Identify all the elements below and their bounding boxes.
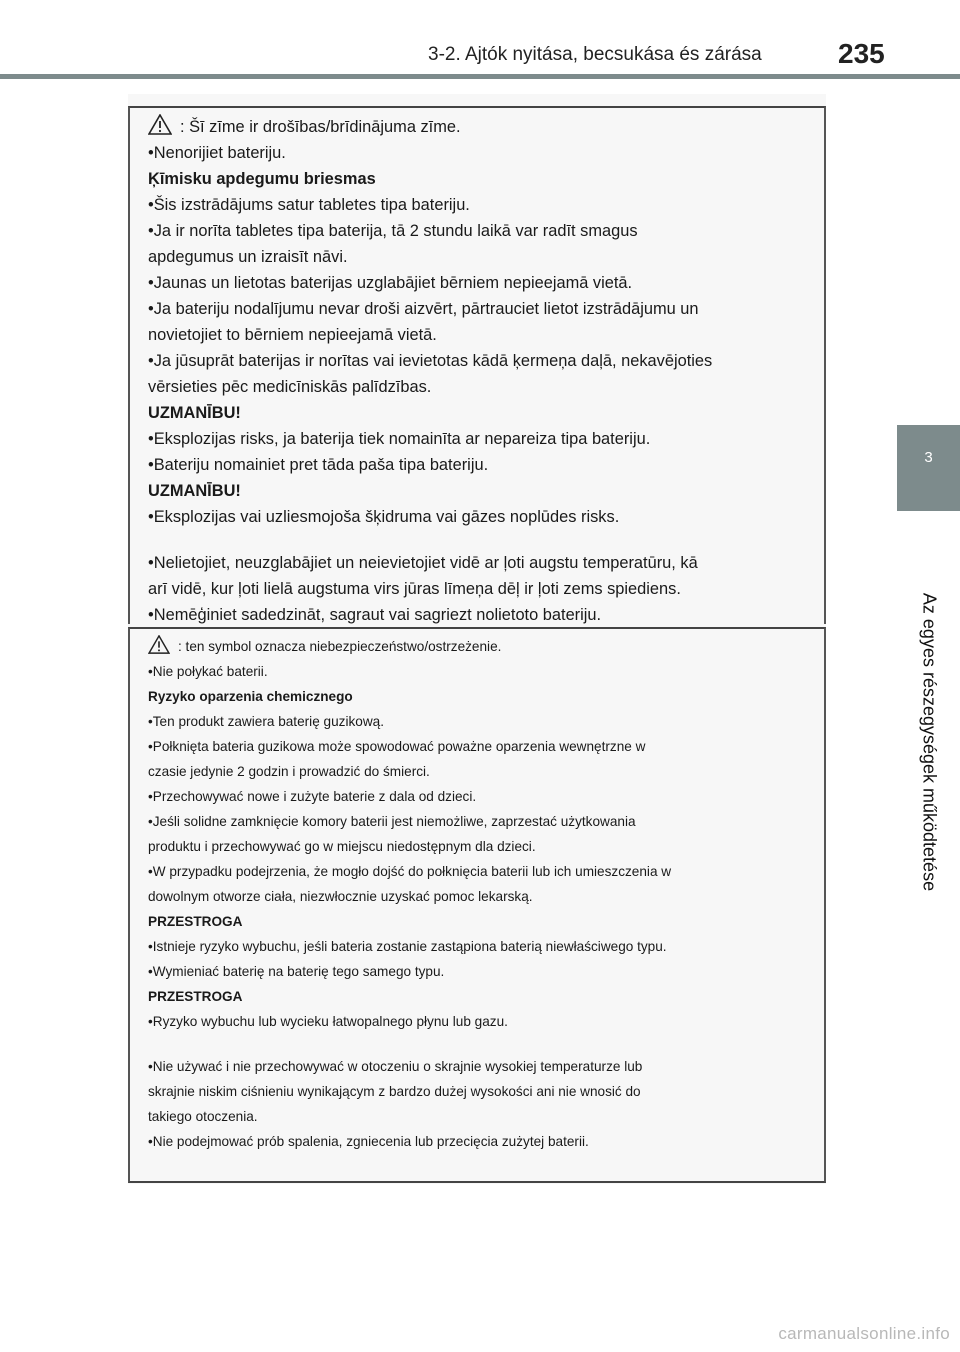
text-line: apdegumus un izraisīt nāvi. [148,248,348,266]
section-heading: PRZESTROGA [148,914,243,929]
text-line: •Nie używać i nie przechowywać w otoczeniu o skrajnie wysokiej temperaturze lub [148,1059,643,1074]
text-line: skrajnie niskim ciśnieniu wynikającym z bardzo dużej wysokości ani nie wnosić do [148,1084,641,1099]
text-line: •Šis izstrādājums satur tabletes tipa bateriju. [148,196,470,214]
latvian-symbol-text: : Šī zīme ir drošības/brīdinājuma zīme. [180,118,461,136]
spacer [148,532,814,552]
watermark-logo: carmanualsonline.info [778,1324,950,1343]
chapter-number: 3 [924,449,933,466]
section-heading: UZMANĪBU! [148,404,241,422]
warning-triangle-icon [148,635,170,654]
text-line: •Eksplozijas vai uzliesmojoša šķidruma vai gāzes noplūdes risks. [148,508,620,526]
spacer [148,1038,814,1058]
text-line: •Nie podejmować prób spalenia, zgniecenia lub przecięcia zużytej baterii. [148,1134,589,1149]
text-line: •Ja ir norīta tabletes tipa baterija, tā 2 stundu laikā var radīt smagus [148,222,638,240]
polish-symbol-line [148,635,814,657]
text-line: •Jeśli solidne zamknięcie komory baterii jest niemożliwe, zaprzestać użytkowania [148,814,636,829]
text-line: •Nemēģiniet sadedzināt, sagraut vai sagriezt nolietoto bateriju. [148,606,602,624]
text-line: •Ryzyko wybuchu lub wycieku łatwopalnego płynu lub gazu. [148,1014,508,1029]
warning-triangle-icon [148,114,172,135]
text-line: arī vidē, kur ļoti lielā augstuma virs jūras līmeņa dēļ ir ļoti zems spiediens. [148,580,681,598]
polish-warning-panel [128,627,826,1183]
chapter-side-title: Az egyes részegységek működtetése [919,592,940,892]
page-number: 235 [838,38,885,69]
text-line: •W przypadku podejrzenia, że mogło dojść do połknięcia baterii lub ich umieszczenia w [148,864,672,879]
header-divider [0,74,960,79]
text-line: dowolnym otworze ciała, niezwłocznie uzyskać pomoc lekarską. [148,889,533,904]
section-heading: UZMANĪBU! [148,482,241,500]
text-line: •Bateriju nomainiet pret tāda paša tipa bateriju. [148,456,489,474]
text-line: novietojiet to bērniem nepieejamā vietā. [148,326,437,344]
text-line: •Jaunas un lietotas baterijas uzglabājiet bērniem nepieejamā vietā. [148,274,633,292]
section-heading: PRZESTROGA [148,989,243,1004]
text-line: •Eksplozijas risks, ja baterija tiek nomainīta ar nepareiza tipa bateriju. [148,430,651,448]
text-line: produktu i przechowywać go w miejscu niedostępnym dla dzieci. [148,839,536,854]
text-line: •Nelietojiet, neuzglabājiet un neievietojiet vidē ar ļoti augstu temperatūru, kā [148,554,698,572]
latvian-warning-panel [128,106,826,624]
text-line: •Ten produkt zawiera baterię guzikową. [148,714,384,729]
text-line: •Istnieje ryzyko wybuchu, jeśli bateria zostanie zastąpiona baterią niewłaściwego typu. [148,939,667,954]
section-heading: Ryzyko oparzenia chemicznego [148,689,353,704]
section-heading: Ķīmisku apdegumu briesmas [148,170,376,188]
text-line: •Nie połykać baterii. [148,664,268,679]
chapter-tab [897,425,960,511]
text-line: •Wymieniać baterię na baterię tego samego typu. [148,964,445,979]
text-line: •Nenorijiet bateriju. [148,144,286,162]
text-line: takiego otoczenia. [148,1109,258,1124]
text-line: •Przechowywać nowe i zużyte baterie z dala od dzieci. [148,789,477,804]
text-line: •Połknięta bateria guzikowa może spowodować poważne oparzenia wewnętrzne w [148,739,646,754]
text-line: •Ja jūsuprāt baterijas ir norītas vai ievietotas kādā ķermeņa daļā, nekavējoties [148,352,713,370]
page-header-title: 3-2. Ajtók nyitása, becsukása és zárása [428,44,762,65]
scanned-warning-label [128,94,826,1184]
text-line: czasie jedynie 2 godzin i prowadzić do śmierci. [148,764,430,779]
text-line: •Ja bateriju nodalījumu nevar droši aizvērt, pārtrauciet lietot izstrādājumu un [148,300,699,318]
polish-symbol-text: : ten symbol oznacza niebezpieczeństwo/ostrzeżenie. [178,639,502,654]
text-line: vērsieties pēc medicīniskās palīdzības. [148,378,432,396]
latvian-symbol-line [148,114,814,138]
